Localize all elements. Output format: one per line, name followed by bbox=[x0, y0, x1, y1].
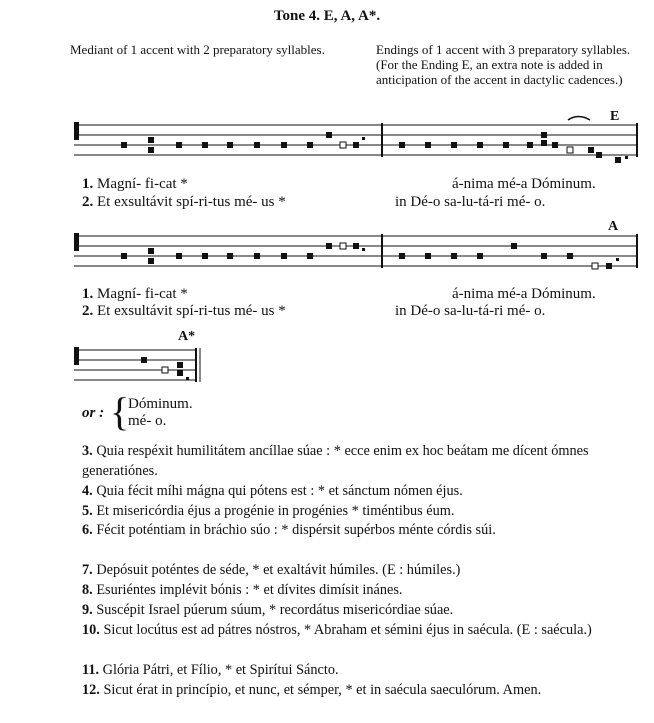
mediant-note: Mediant of 1 accent with 2 preparatory syllables. bbox=[70, 42, 325, 57]
verse-10: 10. Sicut locútus est ad pátres nóstros, * Abraham et sémini éjus in saécula. (E : saécula.) bbox=[82, 622, 592, 638]
verse-3: 3. Quia respéxit humilitátem ancíllae súae : * ecce enim ex hoc beátam me dícent ómnes generatiónes. bbox=[82, 443, 589, 479]
verse-11: 11. Glória Pátri, et Fílio, * et Spirítui Sáncto. bbox=[82, 662, 339, 678]
staff2-line2: 2. Et exsultávit spí-ri-tus mé- us * bbox=[82, 303, 286, 319]
endings-note: Endings of 1 accent with 3 preparatory syllables. (For the Ending E, an extra note is added in anticipation of the accent in dactylic cadences.) bbox=[376, 42, 631, 87]
or-label: or : bbox=[82, 405, 105, 421]
ending-label-a: A bbox=[608, 219, 619, 234]
verse-7: 7. Depósuit poténtes de séde, * et exaltávit húmiles. (E : húmiles.) bbox=[82, 562, 461, 578]
ending-label-a-star: A* bbox=[178, 329, 196, 344]
verse-5: 5. Et misericórdia éjus a progénie in progénies * timéntibus éum. bbox=[82, 503, 455, 519]
staff1-line2-ending: in Dé-o sa-lu-tá-ri mé- o. bbox=[395, 194, 546, 210]
alt-ending-1: Dóminum. bbox=[128, 396, 193, 412]
ending-label-e: E bbox=[610, 109, 620, 124]
verse-6: 6. Fécit poténtiam in bráchio súo : * dispérsit supérbos ménte córdis súi. bbox=[82, 522, 496, 538]
staff2-line1: 1. Magní- fi-cat * bbox=[82, 286, 188, 302]
neumes-staff1 bbox=[121, 132, 628, 163]
staff2-line2-ending: in Dé-o sa-lu-tá-ri mé- o. bbox=[395, 303, 546, 319]
verse-12: 12. Sicut érat in princípio, et nunc, et sémper, * et in saécula saeculórum. Amen. bbox=[82, 682, 542, 698]
verse-9: 9. Suscépit Israel púerum súum, * recordátus misericórdiae súae. bbox=[82, 602, 454, 618]
verse-8: 8. Esuriéntes implévit bónis : * et dívites dimísit inánes. bbox=[82, 582, 403, 598]
staff1-line1-ending: á-nima mé-a Dóminum. bbox=[452, 176, 596, 192]
staff1-line1: 1. Magní- fi-cat * bbox=[82, 176, 188, 192]
page-title: Tone 4. E, A, A*. bbox=[273, 8, 381, 24]
verse-4: 4. Quia fécit míhi mágna qui pótens est : * et sánctum nómen éjus. bbox=[82, 483, 463, 499]
staff2-line1-ending: á-nima mé-a Dóminum. bbox=[452, 286, 596, 302]
alt-ending-2: mé- o. bbox=[128, 413, 167, 429]
brace-icon: { bbox=[110, 389, 130, 434]
staff1-line2: 2. Et exsultávit spí-ri-tus mé- us * bbox=[82, 194, 286, 210]
